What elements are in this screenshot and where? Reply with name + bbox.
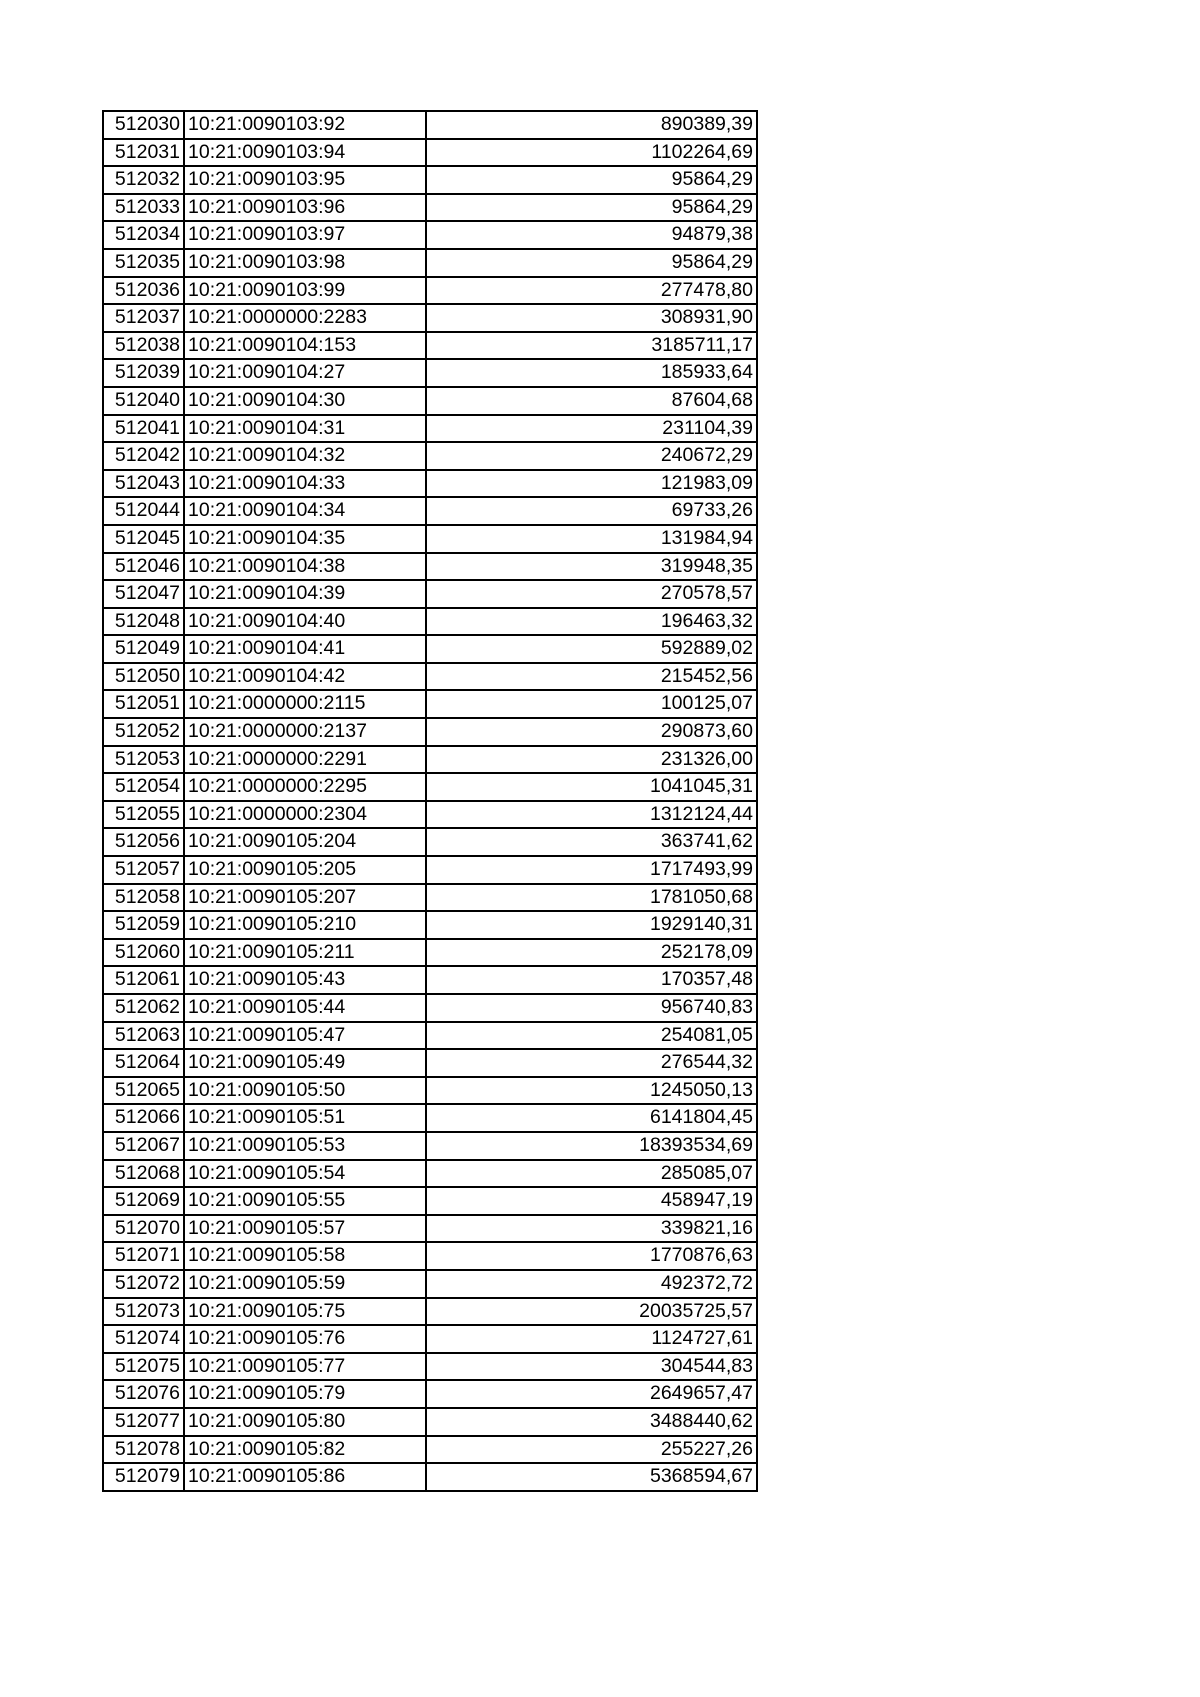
table-row: [103, 442, 757, 470]
table-row: [103, 1022, 757, 1050]
cadastral-number-cell: 10:21:0090104:42: [184, 663, 426, 691]
row-id-cell: 512040: [103, 387, 184, 415]
amount-cell: 5368594,67: [426, 1463, 757, 1491]
amount-cell: 121983,09: [426, 470, 757, 498]
cadastral-number-cell: 10:21:0090103:94: [184, 139, 426, 167]
table-row: [103, 415, 757, 443]
row-id-cell: 512030: [103, 111, 184, 139]
cadastral-number-cell: 10:21:0000000:2137: [184, 718, 426, 746]
table-row: [103, 1463, 757, 1491]
row-id-cell: 512064: [103, 1049, 184, 1077]
cadastral-number-cell: 10:21:0090105:82: [184, 1436, 426, 1464]
amount-cell: 95864,29: [426, 166, 757, 194]
row-id-cell: 512046: [103, 553, 184, 581]
cadastral-number-cell: 10:21:0090103:98: [184, 249, 426, 277]
table-row: [103, 277, 757, 305]
amount-cell: 1770876,63: [426, 1242, 757, 1270]
table-row: [103, 387, 757, 415]
amount-cell: 255227,26: [426, 1436, 757, 1464]
amount-cell: 308931,90: [426, 304, 757, 332]
table-row: [103, 994, 757, 1022]
cadastral-number-cell: 10:21:0090105:59: [184, 1270, 426, 1298]
table-row: [103, 1380, 757, 1408]
row-id-cell: 512073: [103, 1298, 184, 1326]
amount-cell: 592889,02: [426, 635, 757, 663]
row-id-cell: 512039: [103, 359, 184, 387]
row-id-cell: 512055: [103, 801, 184, 829]
cadastral-number-cell: 10:21:0090105:47: [184, 1022, 426, 1050]
row-id-cell: 512048: [103, 608, 184, 636]
cadastral-number-cell: 10:21:0090104:34: [184, 497, 426, 525]
amount-cell: 231104,39: [426, 415, 757, 443]
amount-cell: 95864,29: [426, 249, 757, 277]
row-id-cell: 512052: [103, 718, 184, 746]
cadastral-number-cell: 10:21:0090105:55: [184, 1187, 426, 1215]
table-row: [103, 746, 757, 774]
amount-cell: 95864,29: [426, 194, 757, 222]
amount-cell: 252178,09: [426, 939, 757, 967]
amount-cell: 956740,83: [426, 994, 757, 1022]
amount-cell: 1312124,44: [426, 801, 757, 829]
table-row: [103, 1160, 757, 1188]
cadastral-number-cell: 10:21:0090105:51: [184, 1104, 426, 1132]
row-id-cell: 512074: [103, 1325, 184, 1353]
amount-cell: 319948,35: [426, 553, 757, 581]
cadastral-number-cell: 10:21:0090105:54: [184, 1160, 426, 1188]
cadastral-number-cell: 10:21:0090105:44: [184, 994, 426, 1022]
row-id-cell: 512069: [103, 1187, 184, 1215]
row-id-cell: 512070: [103, 1215, 184, 1243]
cadastral-number-cell: 10:21:0090103:92: [184, 111, 426, 139]
row-id-cell: 512062: [103, 994, 184, 1022]
cadastral-number-cell: 10:21:0090105:204: [184, 828, 426, 856]
table-row: [103, 1132, 757, 1160]
cadastral-number-cell: 10:21:0090105:210: [184, 911, 426, 939]
table-row: [103, 1436, 757, 1464]
table-body: [103, 111, 757, 1491]
table-row: [103, 966, 757, 994]
amount-cell: 1245050,13: [426, 1077, 757, 1105]
cadastral-number-cell: 10:21:0090105:207: [184, 884, 426, 912]
cadastral-number-cell: 10:21:0000000:2304: [184, 801, 426, 829]
amount-cell: 304544,83: [426, 1353, 757, 1381]
row-id-cell: 512033: [103, 194, 184, 222]
cadastral-number-cell: 10:21:0000000:2115: [184, 690, 426, 718]
amount-cell: 339821,16: [426, 1215, 757, 1243]
table-row: [103, 359, 757, 387]
amount-cell: 231326,00: [426, 746, 757, 774]
row-id-cell: 512036: [103, 277, 184, 305]
cadastral-number-cell: 10:21:0090105:43: [184, 966, 426, 994]
table-row: [103, 1408, 757, 1436]
cadastral-number-cell: 10:21:0090104:38: [184, 553, 426, 581]
data-table: [102, 110, 758, 1492]
table-row: [103, 1298, 757, 1326]
amount-cell: 1102264,69: [426, 139, 757, 167]
amount-cell: 458947,19: [426, 1187, 757, 1215]
table-row: [103, 525, 757, 553]
table-row: [103, 663, 757, 691]
cadastral-number-cell: 10:21:0090104:39: [184, 580, 426, 608]
table-row: [103, 1049, 757, 1077]
table-row: [103, 911, 757, 939]
cadastral-number-cell: 10:21:0090104:35: [184, 525, 426, 553]
cadastral-number-cell: 10:21:0090104:40: [184, 608, 426, 636]
table-row: [103, 580, 757, 608]
table-row: [103, 856, 757, 884]
row-id-cell: 512047: [103, 580, 184, 608]
cadastral-number-cell: 10:21:0090105:86: [184, 1463, 426, 1491]
table-row: [103, 773, 757, 801]
cadastral-number-cell: 10:21:0090105:76: [184, 1325, 426, 1353]
amount-cell: 131984,94: [426, 525, 757, 553]
table-row: [103, 1353, 757, 1381]
cadastral-number-cell: 10:21:0090105:80: [184, 1408, 426, 1436]
amount-cell: 1041045,31: [426, 773, 757, 801]
table-row: [103, 1270, 757, 1298]
table-row: [103, 221, 757, 249]
row-id-cell: 512075: [103, 1353, 184, 1381]
row-id-cell: 512079: [103, 1463, 184, 1491]
amount-cell: 6141804,45: [426, 1104, 757, 1132]
cadastral-number-cell: 10:21:0090104:41: [184, 635, 426, 663]
table-row: [103, 166, 757, 194]
table-row: [103, 249, 757, 277]
table-row: [103, 497, 757, 525]
cadastral-number-cell: 10:21:0090103:95: [184, 166, 426, 194]
cadastral-number-cell: 10:21:0090105:57: [184, 1215, 426, 1243]
cadastral-number-cell: 10:21:0000000:2283: [184, 304, 426, 332]
amount-cell: 1124727,61: [426, 1325, 757, 1353]
amount-cell: 1717493,99: [426, 856, 757, 884]
table-row: [103, 470, 757, 498]
amount-cell: 94879,38: [426, 221, 757, 249]
cadastral-number-cell: 10:21:0090103:96: [184, 194, 426, 222]
row-id-cell: 512063: [103, 1022, 184, 1050]
row-id-cell: 512037: [103, 304, 184, 332]
row-id-cell: 512058: [103, 884, 184, 912]
row-id-cell: 512071: [103, 1242, 184, 1270]
amount-cell: 270578,57: [426, 580, 757, 608]
row-id-cell: 512056: [103, 828, 184, 856]
table-row: [103, 635, 757, 663]
row-id-cell: 512038: [103, 332, 184, 360]
cadastral-number-cell: 10:21:0090105:211: [184, 939, 426, 967]
amount-cell: 100125,07: [426, 690, 757, 718]
row-id-cell: 512050: [103, 663, 184, 691]
table-row: [103, 1187, 757, 1215]
cadastral-number-cell: 10:21:0090105:50: [184, 1077, 426, 1105]
cadastral-number-cell: 10:21:0090105:58: [184, 1242, 426, 1270]
amount-cell: 20035725,57: [426, 1298, 757, 1326]
amount-cell: 3185711,17: [426, 332, 757, 360]
amount-cell: 18393534,69: [426, 1132, 757, 1160]
row-id-cell: 512061: [103, 966, 184, 994]
row-id-cell: 512066: [103, 1104, 184, 1132]
table-row: [103, 1242, 757, 1270]
table-row: [103, 939, 757, 967]
amount-cell: 492372,72: [426, 1270, 757, 1298]
table-row: [103, 553, 757, 581]
amount-cell: 69733,26: [426, 497, 757, 525]
table-row: [103, 884, 757, 912]
table-row: [103, 194, 757, 222]
table-row: [103, 1077, 757, 1105]
row-id-cell: 512057: [103, 856, 184, 884]
amount-cell: 363741,62: [426, 828, 757, 856]
row-id-cell: 512072: [103, 1270, 184, 1298]
row-id-cell: 512051: [103, 690, 184, 718]
row-id-cell: 512045: [103, 525, 184, 553]
row-id-cell: 512067: [103, 1132, 184, 1160]
table-row: [103, 828, 757, 856]
row-id-cell: 512043: [103, 470, 184, 498]
row-id-cell: 512042: [103, 442, 184, 470]
amount-cell: 240672,29: [426, 442, 757, 470]
cadastral-number-cell: 10:21:0090104:27: [184, 359, 426, 387]
row-id-cell: 512031: [103, 139, 184, 167]
amount-cell: 277478,80: [426, 277, 757, 305]
amount-cell: 276544,32: [426, 1049, 757, 1077]
row-id-cell: 512060: [103, 939, 184, 967]
table-row: [103, 139, 757, 167]
row-id-cell: 512034: [103, 221, 184, 249]
cadastral-number-cell: 10:21:0090103:99: [184, 277, 426, 305]
amount-cell: 215452,56: [426, 663, 757, 691]
row-id-cell: 512059: [103, 911, 184, 939]
cadastral-number-cell: 10:21:0090104:153: [184, 332, 426, 360]
table-row: [103, 690, 757, 718]
amount-cell: 170357,48: [426, 966, 757, 994]
amount-cell: 196463,32: [426, 608, 757, 636]
cadastral-number-cell: 10:21:0090104:33: [184, 470, 426, 498]
cadastral-number-cell: 10:21:0090105:77: [184, 1353, 426, 1381]
amount-cell: 285085,07: [426, 1160, 757, 1188]
table-row: [103, 1215, 757, 1243]
row-id-cell: 512076: [103, 1380, 184, 1408]
row-id-cell: 512077: [103, 1408, 184, 1436]
row-id-cell: 512054: [103, 773, 184, 801]
row-id-cell: 512065: [103, 1077, 184, 1105]
row-id-cell: 512078: [103, 1436, 184, 1464]
table-row: [103, 332, 757, 360]
amount-cell: 2649657,47: [426, 1380, 757, 1408]
cadastral-number-cell: 10:21:0090104:30: [184, 387, 426, 415]
row-id-cell: 512049: [103, 635, 184, 663]
cadastral-number-cell: 10:21:0090105:205: [184, 856, 426, 884]
table-row: [103, 1325, 757, 1353]
amount-cell: 1929140,31: [426, 911, 757, 939]
table-row: [103, 718, 757, 746]
cadastral-number-cell: 10:21:0090103:97: [184, 221, 426, 249]
row-id-cell: 512044: [103, 497, 184, 525]
row-id-cell: 512032: [103, 166, 184, 194]
cadastral-number-cell: 10:21:0090105:75: [184, 1298, 426, 1326]
table-row: [103, 304, 757, 332]
amount-cell: 290873,60: [426, 718, 757, 746]
cadastral-number-cell: 10:21:0090105:53: [184, 1132, 426, 1160]
table-row: [103, 801, 757, 829]
amount-cell: 185933,64: [426, 359, 757, 387]
amount-cell: 1781050,68: [426, 884, 757, 912]
amount-cell: 87604,68: [426, 387, 757, 415]
cadastral-number-cell: 10:21:0090104:31: [184, 415, 426, 443]
amount-cell: 3488440,62: [426, 1408, 757, 1436]
row-id-cell: 512068: [103, 1160, 184, 1188]
row-id-cell: 512053: [103, 746, 184, 774]
cadastral-number-cell: 10:21:0090104:32: [184, 442, 426, 470]
amount-cell: 890389,39: [426, 111, 757, 139]
amount-cell: 254081,05: [426, 1022, 757, 1050]
table-row: [103, 608, 757, 636]
cadastral-number-cell: 10:21:0090105:49: [184, 1049, 426, 1077]
cadastral-number-cell: 10:21:0000000:2291: [184, 746, 426, 774]
table-row: [103, 1104, 757, 1132]
row-id-cell: 512035: [103, 249, 184, 277]
cadastral-number-cell: 10:21:0090105:79: [184, 1380, 426, 1408]
row-id-cell: 512041: [103, 415, 184, 443]
table-row: [103, 111, 757, 139]
cadastral-number-cell: 10:21:0000000:2295: [184, 773, 426, 801]
